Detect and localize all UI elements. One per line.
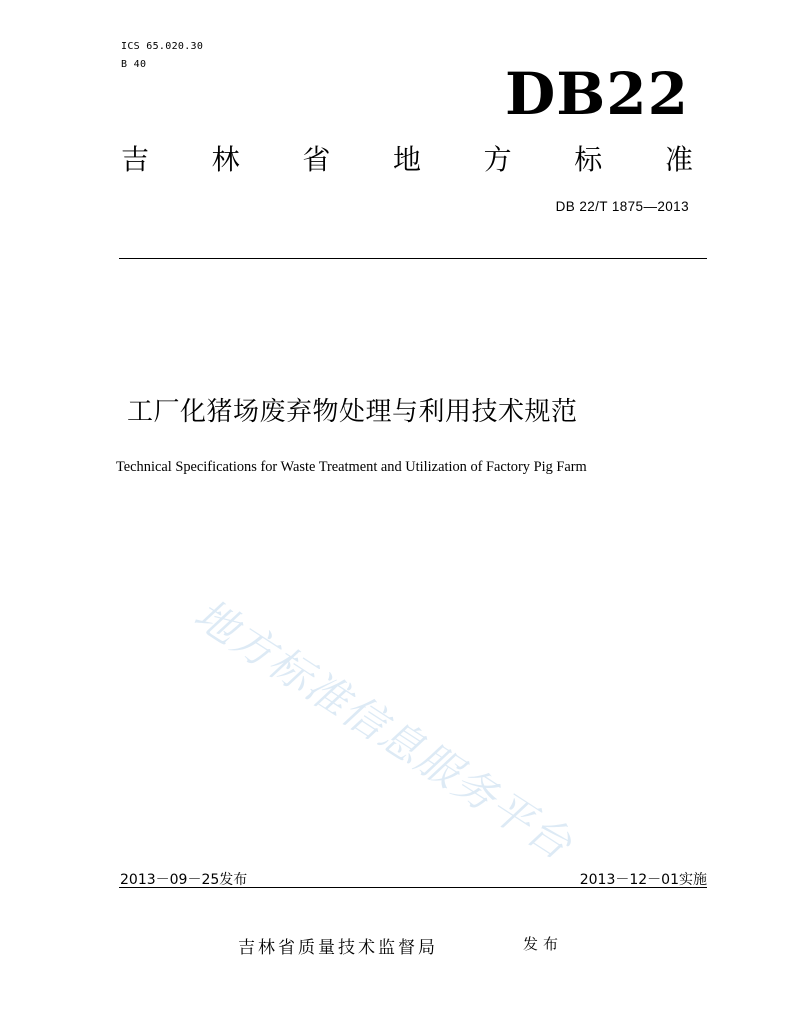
standard-name-char: 林 (211, 143, 240, 176)
ccs-code: B 40 (121, 59, 147, 70)
standard-name-char: 吉 (121, 143, 150, 176)
standard-number: DB 22/T 1875—2013 (555, 199, 689, 214)
implement-date: 2013－12－01实施 (579, 872, 707, 888)
title-english: Technical Specifications for Waste Treatment and Utilization of Factory Pig Farm (116, 459, 587, 475)
bottom-divider (119, 887, 707, 888)
watermark: 地方标准信息服务平台 (185, 589, 582, 870)
standard-name-char: 标 (574, 143, 603, 176)
top-divider (119, 258, 707, 259)
standard-logo: DB22 (504, 60, 689, 128)
standard-name-char: 地 (392, 143, 421, 176)
standard-type-name (121, 140, 693, 180)
classification-codes (121, 38, 203, 74)
issue-action: 发布 (523, 935, 564, 953)
standard-name-char: 方 (483, 143, 512, 176)
standard-name-char: 准 (664, 143, 693, 176)
standard-name-char: 省 (302, 143, 331, 176)
ics-code: ICS 65.020.30 (121, 41, 204, 52)
publish-date: 2013－09－25发布 (120, 872, 248, 888)
title-chinese: 工厂化猪场废弃物处理与利用技术规范 (127, 397, 578, 427)
issuing-authority: 吉林省质量技术监督局 (238, 938, 438, 958)
